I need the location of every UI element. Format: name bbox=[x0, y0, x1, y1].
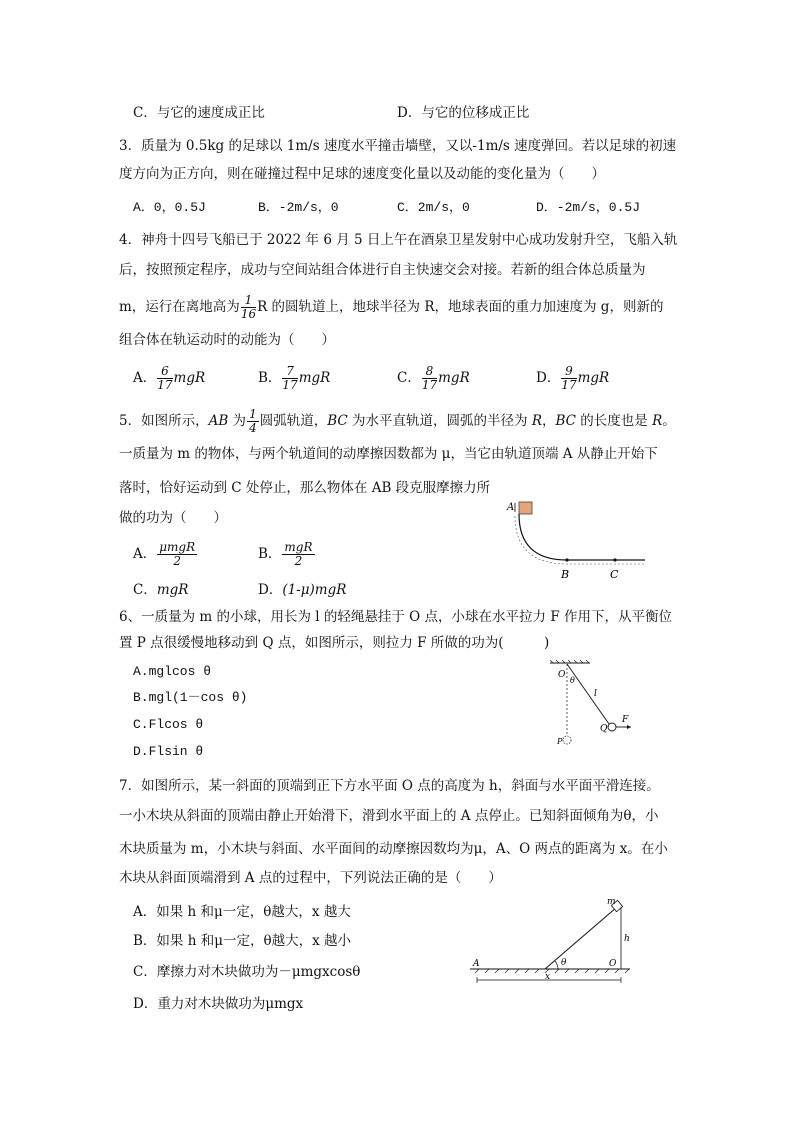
q4-stem-line3: m，运行在离地高为 $\frac{1}{16}$ R 的圆轨道上，地球半径为 R，地球表面的重力加速度为 g，则新的 bbox=[119, 293, 664, 321]
track-curve bbox=[519, 514, 645, 560]
ball-q bbox=[608, 723, 616, 731]
point-b bbox=[565, 558, 568, 561]
q6-stem-line2: 置 P 点很缓慢地移动到 Q 点，如图所示，则拉力 F 所做的功为( ) bbox=[119, 635, 550, 651]
q4-stem-line2: 后，按照预定程序，成功与空间站组合体进行自主快速交会对接。若新的组合体总质量为 bbox=[119, 262, 646, 278]
label-a: A bbox=[473, 959, 480, 969]
label-m: m bbox=[607, 897, 616, 907]
incline bbox=[545, 907, 617, 969]
q5-option-b: B． $\frac{\text{mgR}}{2}$ bbox=[258, 540, 313, 568]
q7-option-c: C．摩擦力对木块做功为－μmgxcosθ bbox=[133, 964, 361, 980]
q6-option-d: D.Flsin θ bbox=[133, 744, 204, 759]
q3-option-b: B．-2m/s，0 bbox=[258, 200, 339, 215]
q5-stem-line1: 5．如图所示，AB 为 $\frac{1}{4}$ 圆弧轨道，BC 为水平直轨道，圆弧的半径为 R，BC 的长度也是 R。 bbox=[119, 407, 676, 435]
label-theta: θ bbox=[561, 958, 567, 968]
track-hatch bbox=[515, 516, 645, 564]
q3-stem-line1: 3．质量为 0.5kg 的足球以 1m/s 速度水平撞击墙壁，又以-1m/s 速度弹回。若以足球的初速 bbox=[119, 138, 677, 154]
label-o: O bbox=[609, 959, 617, 969]
q4-option-b: B． $\frac{7}{17}$ mgR bbox=[258, 364, 331, 392]
q3-stem-line2: 度方向为正方向，则在碰撞过程中足球的速度变化量以及动能的变化量为（ ） bbox=[119, 166, 605, 182]
q3-option-c: C．2m/s，0 bbox=[397, 200, 470, 215]
q6-pendulum-figure bbox=[545, 660, 640, 755]
block bbox=[519, 502, 532, 514]
q7-stem-line2: 一小木块从斜面的顶端由静止开始滑下，滑到水平面上的 A 点停止。已知斜面倾角为θ，小 bbox=[119, 808, 659, 824]
arrowhead bbox=[627, 725, 631, 729]
q7-stem-line1: 7．如图所示，某一斜面的顶端到正下方水平面 O 点的高度为 h，斜面与水平面平滑连接。 bbox=[119, 778, 660, 794]
label-c: C bbox=[610, 568, 619, 581]
label-h: h bbox=[624, 934, 630, 944]
q6-option-c: C.Flcos θ bbox=[133, 717, 204, 732]
q3-option-a: A．0，0.5J bbox=[133, 200, 206, 215]
q6-option-a: A.mglcos θ bbox=[133, 664, 212, 679]
q5-stem-line2: 一质量为 m 的物体，与两个轨道间的动摩擦因数都为 μ，当它由轨道顶端 A 从静止开始下 bbox=[119, 446, 658, 462]
label-q: Q bbox=[600, 724, 608, 734]
q4-option-c: C． $\frac{8}{17}$ mgR bbox=[397, 364, 470, 392]
q5-track-figure bbox=[505, 498, 655, 583]
label-l: l bbox=[594, 689, 597, 699]
q5-option-a: A． $\frac{\text{μmgR}}{2}$ bbox=[133, 540, 196, 568]
label-p: P bbox=[557, 737, 563, 746]
q7-option-b: B．如果 h 和μ一定，θ越大，x 越小 bbox=[133, 933, 352, 949]
q3-option-d: D．-2m/s，0.5J bbox=[536, 200, 641, 215]
q7-stem-line4: 木块从斜面顶端滑到 A 点的过程中，下列说法正确的是（ ） bbox=[119, 870, 502, 886]
q4-stem-line1: 4．神舟十四号飞船已于 2022 年 6 月 5 日上午在酒泉卫星发射中心成功发射升空，飞船入轨 bbox=[119, 232, 678, 248]
q4-stem-line4: 组合体在轨运动时的动能为（ ） bbox=[119, 332, 335, 348]
q6-option-b: B.mgl(1－cos θ) bbox=[133, 690, 248, 705]
label-b: B bbox=[561, 568, 570, 581]
string bbox=[567, 664, 609, 724]
ground-hatch bbox=[475, 969, 629, 973]
q5-option-d: D．(1-μ)mgR bbox=[258, 582, 347, 598]
q4-option-d: D． $\frac{9}{17}$ mgR bbox=[536, 364, 610, 392]
q5-stem-line4: 做的功为（ ） bbox=[119, 510, 227, 526]
fraction-1-16: $\frac{1}{16}$ bbox=[240, 293, 257, 321]
label-x: x bbox=[545, 972, 551, 982]
angle-arc bbox=[555, 961, 558, 969]
fraction-1-4: $\frac{1}{4}$ bbox=[249, 407, 257, 435]
q7-option-a: A．如果 h 和μ一定，θ越大，x 越大 bbox=[133, 904, 351, 920]
q5-stem-line3: 落时，恰好运动到 C 处停止，那么物体在 AB 段克服摩擦力所 bbox=[119, 480, 491, 496]
q7-stem-line3: 木块质量为 m，小木块与斜面、水平面间的动摩擦因数均为μ，A、O 两点的距离为 x。在小 bbox=[119, 841, 668, 857]
label-o: O bbox=[558, 670, 566, 680]
q5-option-c: C．mgR bbox=[133, 582, 189, 598]
label-a: A bbox=[507, 502, 515, 513]
ball-p bbox=[563, 736, 571, 744]
q2-option-c: C．与它的速度成正比 bbox=[133, 105, 265, 121]
q7-option-d: D．重力对木块做功为μmgx bbox=[133, 996, 304, 1012]
q6-stem-line1: 6、一质量为 m 的小球，用长为 l 的轻绳悬挂于 O 点，小球在水平拉力 F 作用下，从平衡位 bbox=[119, 609, 672, 625]
q4-option-a: A． $\frac{6}{17}$ mgR bbox=[133, 364, 206, 392]
label-theta: θ bbox=[570, 676, 575, 685]
q2-option-d: D．与它的位移成正比 bbox=[397, 105, 530, 121]
label-f: F bbox=[622, 715, 629, 725]
point-c bbox=[613, 558, 616, 561]
q7-incline-figure bbox=[465, 895, 635, 990]
